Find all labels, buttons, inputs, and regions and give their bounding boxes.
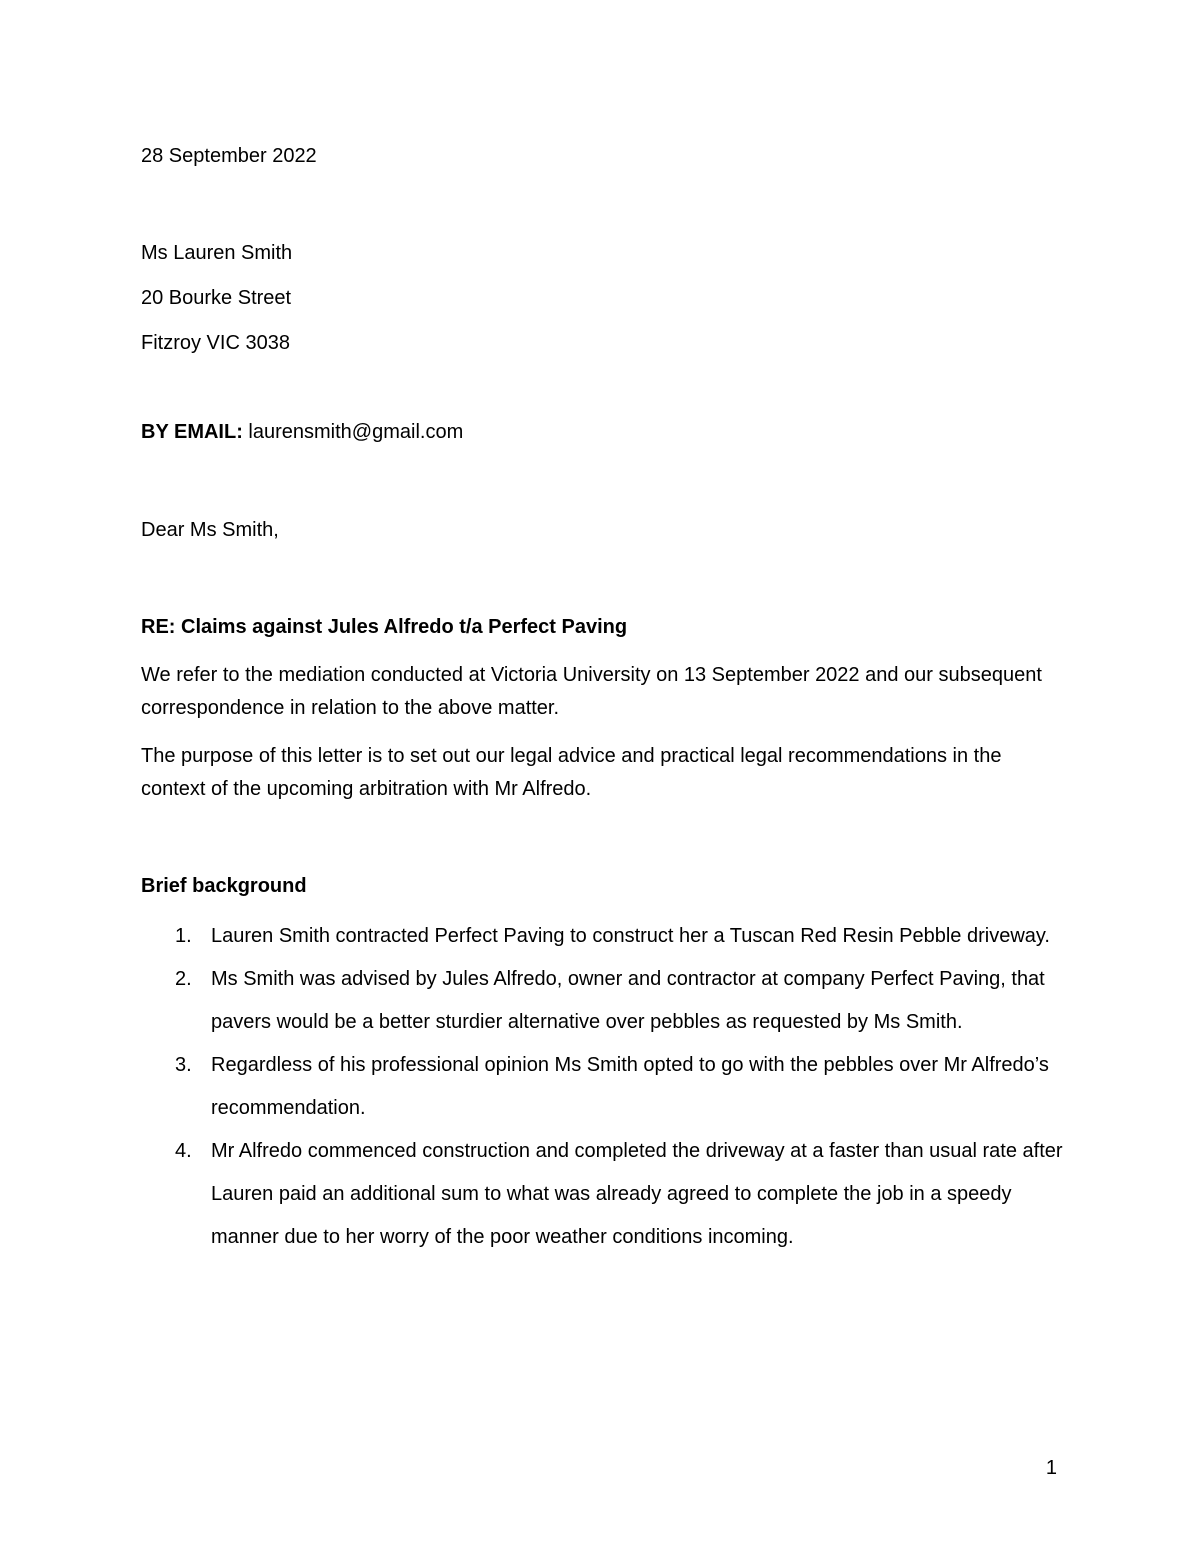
list-item xyxy=(141,1130,1071,1259)
purpose-paragraph: The purpose of this letter is to set out our legal advice and practical legal recommendations in the context of the upcoming arbitration with Mr Alfredo. xyxy=(141,745,1002,800)
letter-date: 28 September 2022 xyxy=(141,145,317,167)
recipient-street: 20 Bourke Street xyxy=(141,287,292,309)
list-item xyxy=(141,915,1071,958)
list-item-number: 1. xyxy=(175,925,192,947)
salutation: Dear Ms Smith, xyxy=(141,519,279,541)
list-item xyxy=(141,1044,1071,1130)
background-heading: Brief background xyxy=(141,875,307,897)
list-item-text: Regardless of his professional opinion Ms Smith opted to go with the pebbles over Mr Alfredo’s recommendation. xyxy=(211,1054,1049,1119)
by-email-line xyxy=(141,420,463,444)
list-item-number: 3. xyxy=(175,1054,192,1076)
list-item-number: 2. xyxy=(175,968,192,990)
list-item-number: 4. xyxy=(175,1140,192,1162)
by-email-label: BY EMAIL: xyxy=(141,421,243,443)
recipient-city: Fitzroy VIC 3038 xyxy=(141,332,290,354)
subject-line: RE: Claims against Jules Alfredo t/a Perfect Paving xyxy=(141,616,628,638)
list-item-text: Lauren Smith contracted Perfect Paving to construct her a Tuscan Red Resin Pebble driveway. xyxy=(211,925,1050,947)
list-item-text: Mr Alfredo commenced construction and completed the driveway at a faster than usual rate after Lauren paid an additional sum to what was already agreed to complete the job in a speedy manner due to her worry of the poor weather conditions incoming. xyxy=(211,1140,1063,1248)
page-number: 1 xyxy=(1045,1457,1057,1479)
list-item-text: Ms Smith was advised by Jules Alfredo, owner and contractor at company Perfect Paving, that pavers would be a better sturdier alternative over pebbles as requested by Ms Smith. xyxy=(211,968,1045,1033)
list-item xyxy=(141,958,1071,1044)
background-list xyxy=(141,915,1071,1259)
intro-paragraph: We refer to the mediation conducted at Victoria University on 13 September 2022 and our subsequent correspondence in relation to the above matter. xyxy=(141,664,1042,719)
recipient-name: Ms Lauren Smith xyxy=(141,242,293,264)
recipient-email: laurensmith@gmail.com xyxy=(248,421,464,443)
